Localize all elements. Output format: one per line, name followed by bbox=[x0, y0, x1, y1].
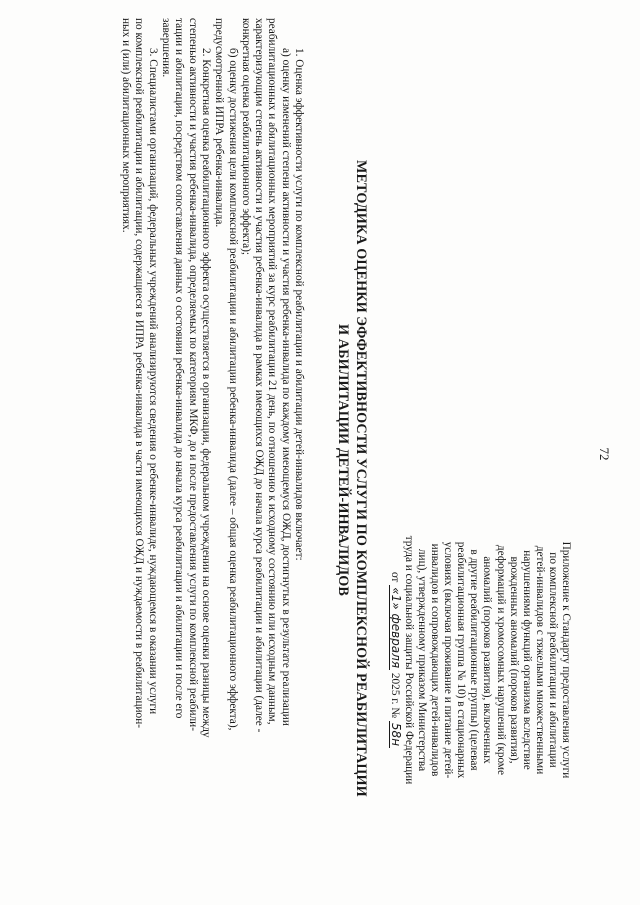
approval-line: врожденных аномалий (пороков развития), bbox=[507, 556, 520, 764]
approval-block bbox=[388, 445, 572, 875]
approval-line: реабилитационная группа № 10) в стационарных bbox=[455, 541, 468, 779]
paragraph-3-line: ных и (или) абилитационных мероприятиях. bbox=[120, 18, 133, 233]
paragraph-2-line: завершения. bbox=[160, 18, 173, 78]
approval-line: в другие реабилитационные группы) (целевая bbox=[468, 549, 481, 771]
paragraph-2-line: 2. Конкретная оценка реабилитационного эффекта осуществляется в организации, федеральном учреждении на основе оценки разницы между bbox=[199, 48, 212, 738]
approval-line: Приложение к Стандарту предоставления услуги bbox=[560, 541, 572, 779]
document-body bbox=[119, 18, 305, 888]
date-prefix: от bbox=[388, 571, 401, 583]
approval-line: труда и социальной защиты Российской Федерации bbox=[402, 535, 415, 785]
approval-line: инвалидов и сопровождающих детей-инвалидов bbox=[429, 543, 442, 777]
title-line-1: МЕТОДИКА ОЦЕНКИ ЭФФЕКТИВНОСТИ УСЛУГИ ПО КОМПЛЕКСНОЙ РЕАБИЛИТАЦИИ bbox=[353, 160, 369, 797]
paragraph-2-line: степенью активности и участия ребенка-инвалида, определяемых по категориям МКФ, до и после предоставления услуги по комплексной реабили- bbox=[186, 18, 199, 731]
paragraph-1-line: 1. Оценка эффективности услуги по комплексной реабилитации и абилитации детей-инвалидов включает: bbox=[293, 48, 305, 561]
approval-line: аномалий (пороков развития), включенных bbox=[481, 556, 494, 764]
item-b-line: б) оценку достижения цели комплексной реабилитации и абилитации ребенка-инвалида (далее – общая оценка реабилитационного эффекта), bbox=[226, 48, 239, 731]
approval-date-line bbox=[388, 445, 402, 875]
approval-line: деформаций и хромосомных нарушений (кроме bbox=[494, 544, 507, 776]
handwritten-order-number: 58н bbox=[388, 722, 403, 747]
page-number: 72 bbox=[597, 447, 612, 461]
paragraph-3-line: по комплексной реабилитации и абилитации, содержащиеся в ИПРА ребенка-инвалида в части имеющихся ОЖД и нуждаемости в реабилитацион- bbox=[133, 18, 146, 729]
item-a-line: реабилитационных и абилитационных мероприятий за курс реабилитации 21 день, по отношению к исходному состоянию или исходным данным, bbox=[266, 18, 279, 725]
approval-line: детей-инвалидов с тяжелыми множественными bbox=[533, 545, 546, 775]
item-a-line: характеризующим степень активности и участия ребенка-инвалида в рамках имеющихся ОЖД до начала курса реабилитации и абилитации (далее - bbox=[253, 18, 266, 733]
date-year: 2025 г. № bbox=[388, 672, 401, 719]
paragraph-3-line: 3. Специалистами организаций, федеральных учреждений анализируются сведения о ребенке-инвалиде, нуждающемся в оказании услуги bbox=[146, 48, 159, 715]
approval-line: нарушениями функций организма вследствие bbox=[520, 550, 533, 770]
item-a-line: конкретная оценка реабилитационного эффекта); bbox=[239, 18, 252, 256]
paragraph-2-line: тации и абилитации, посредством сопоставления данных о состоянии ребенка-инвалида до начала курса реабилитации и абилитации и после его bbox=[173, 18, 186, 719]
title-line-2: И АБИЛИТАЦИИ ДЕТЕЙ-ИНВАЛИДОВ bbox=[335, 324, 351, 596]
approval-line: лиц), утвержденному приказом Министерства bbox=[415, 548, 428, 772]
approval-line: по комплексной реабилитации и абилитации bbox=[546, 552, 559, 768]
handwritten-date: «1» февраля bbox=[388, 587, 403, 669]
approval-line: условиях (включая проживание и питание детей- bbox=[442, 541, 455, 779]
item-a-line: а) оценку изменений степени активности и участия ребенка-инвалида по каждому имеющемуся ОЖД, достигнутых в результате реализации bbox=[279, 48, 292, 726]
item-b-line: предусмотренной ИПРА ребенка-инвалида. bbox=[213, 18, 226, 228]
document-title bbox=[334, 160, 370, 797]
